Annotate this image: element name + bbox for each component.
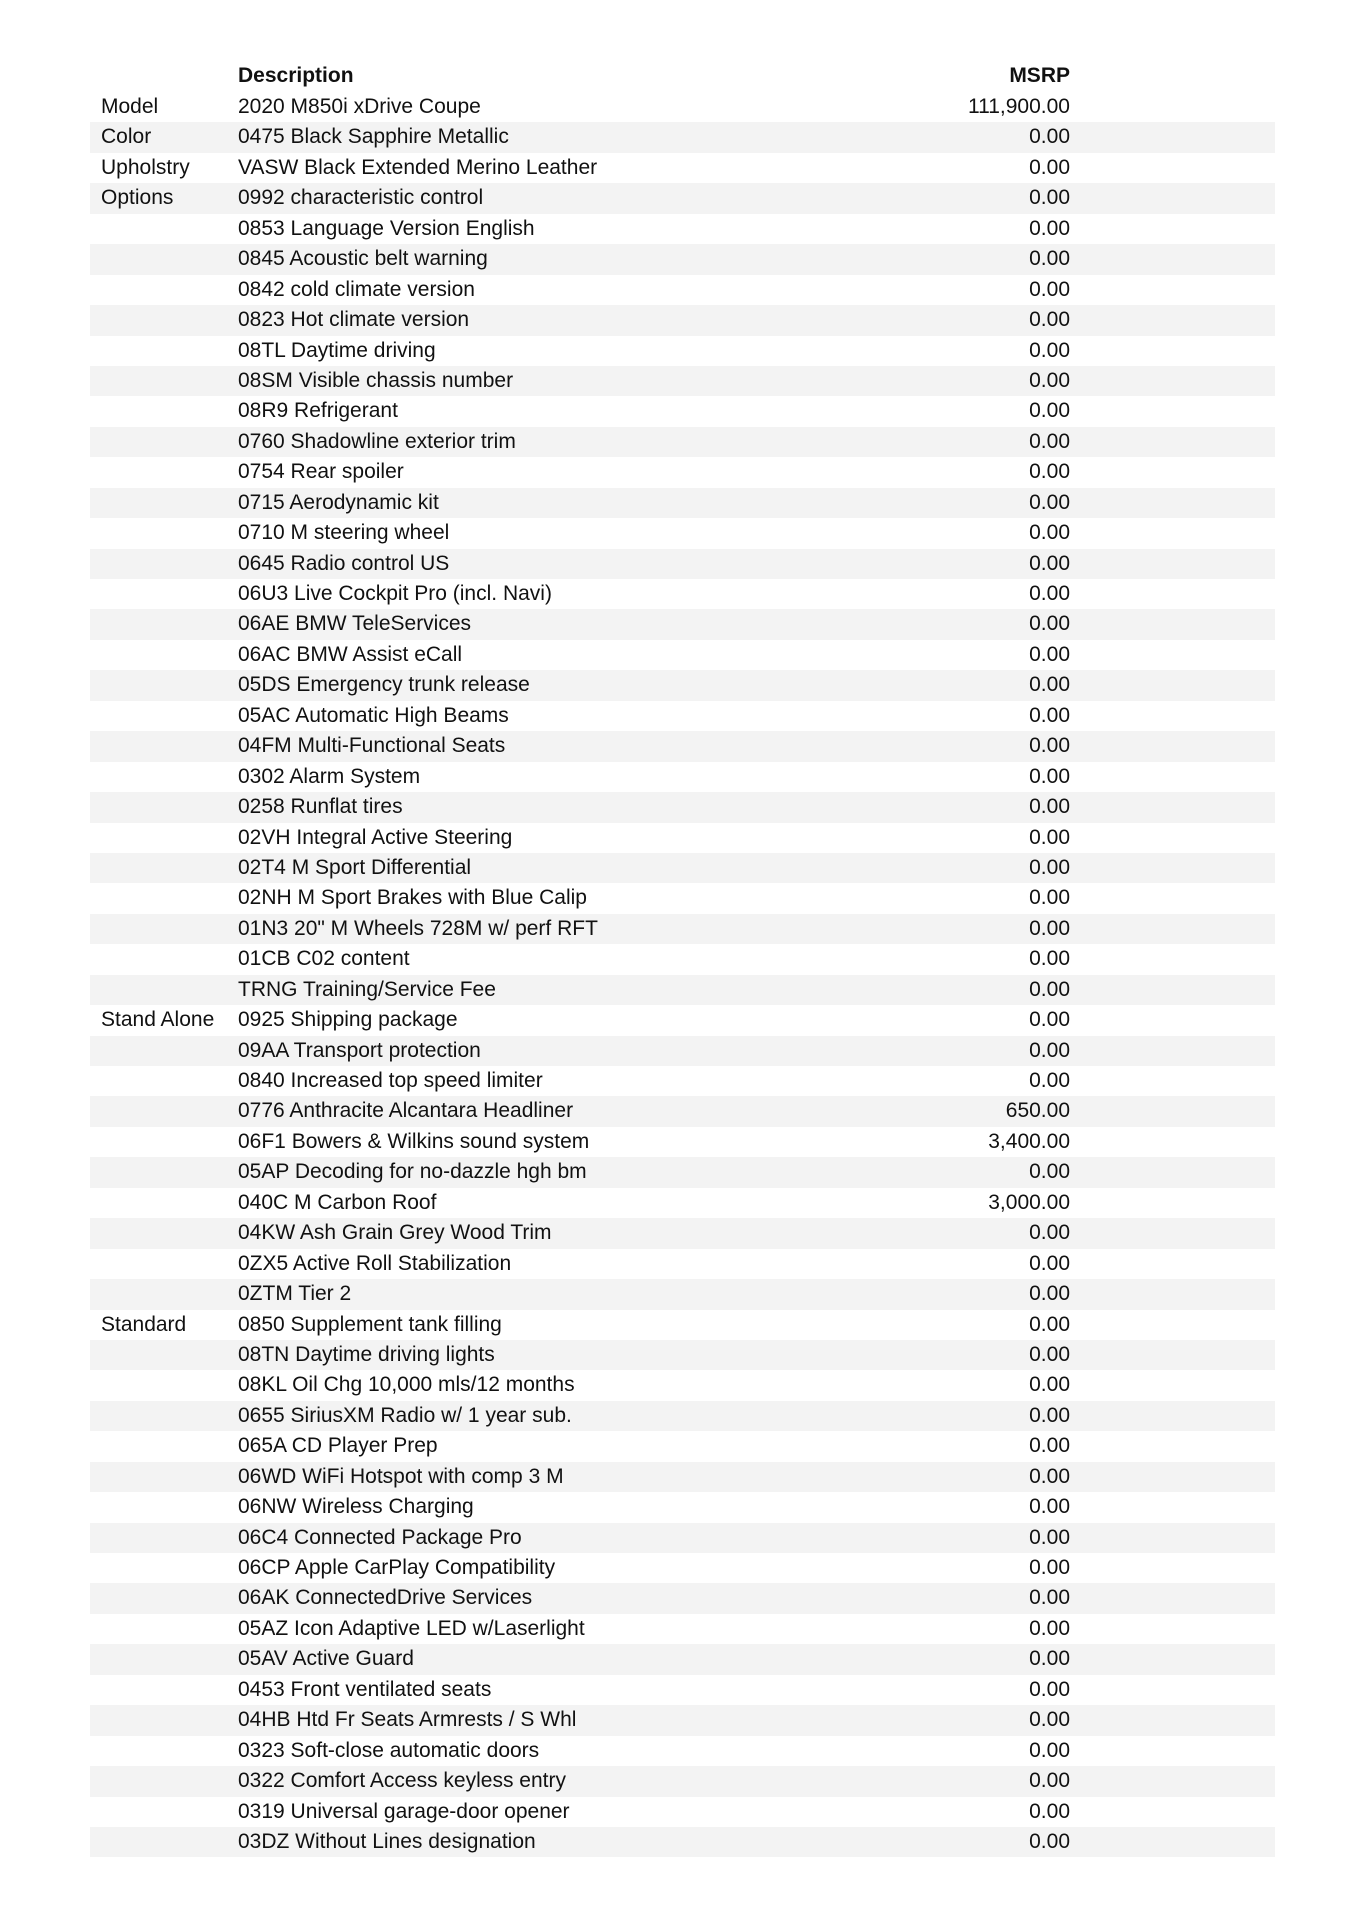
option-description: 06NW Wireless Charging xyxy=(238,1495,474,1519)
option-description: 08TN Daytime driving lights xyxy=(238,1342,495,1366)
option-description: 0258 Runflat tires xyxy=(238,795,403,819)
option-price: 0.00 xyxy=(1029,1677,1070,1701)
option-description: 0850 Supplement tank filling xyxy=(238,1312,502,1336)
option-price: 0.00 xyxy=(1029,703,1070,727)
option-price: 0.00 xyxy=(1029,490,1070,514)
section-label: Standard xyxy=(101,1312,187,1336)
table-row xyxy=(90,670,1275,700)
section-label: Model xyxy=(101,95,159,118)
option-price: 0.00 xyxy=(1029,1160,1070,1184)
option-price: 0.00 xyxy=(1029,916,1070,940)
option-description: 06C4 Connected Package Pro xyxy=(238,1525,522,1549)
option-price: 111,900.00 xyxy=(968,95,1070,118)
option-price: 0.00 xyxy=(1029,368,1070,392)
table-row xyxy=(90,1614,1275,1644)
table-row xyxy=(90,427,1275,457)
section-label: Stand Alone xyxy=(101,1008,215,1032)
table-row xyxy=(90,1218,1275,1248)
option-description: 05AV Active Guard xyxy=(238,1647,414,1671)
option-price: 0.00 xyxy=(1029,1008,1070,1032)
table-row xyxy=(90,488,1275,518)
table-row xyxy=(90,914,1275,944)
option-price: 650.00 xyxy=(1005,1099,1070,1123)
option-price: 0.00 xyxy=(1029,1769,1070,1793)
table-row xyxy=(90,1188,1275,1218)
option-description: 06WD WiFi Hotspot with comp 3 M xyxy=(238,1464,564,1488)
table-row xyxy=(90,1705,1275,1735)
option-description: 08R9 Refrigerant xyxy=(238,399,398,423)
table-row xyxy=(90,153,1275,183)
option-price: 0.00 xyxy=(1029,1799,1070,1823)
option-description: 0715 Aerodynamic kit xyxy=(238,490,439,514)
option-description: 03DZ Without Lines designation xyxy=(238,1829,536,1853)
table-header xyxy=(90,62,1275,92)
table-row xyxy=(90,549,1275,579)
table-row xyxy=(90,336,1275,366)
option-price: 0.00 xyxy=(1029,1373,1070,1397)
option-description: 065A CD Player Prep xyxy=(238,1434,438,1458)
option-description: 0655 SiriusXM Radio w/ 1 year sub. xyxy=(238,1403,572,1427)
table-row xyxy=(90,1583,1275,1613)
table-row xyxy=(90,1157,1275,1187)
option-description: 06AE BMW TeleServices xyxy=(238,612,472,636)
option-price: 0.00 xyxy=(1029,1312,1070,1336)
table-row xyxy=(90,975,1275,1005)
table-row xyxy=(90,609,1275,639)
option-description: 0840 Increased top speed limiter xyxy=(238,1069,543,1092)
table-row xyxy=(90,366,1275,396)
table-row xyxy=(90,1827,1275,1857)
option-price: 0.00 xyxy=(1029,1069,1070,1092)
table-row xyxy=(90,731,1275,761)
table-row xyxy=(90,701,1275,731)
option-description: 0754 Rear spoiler xyxy=(238,460,404,484)
option-price: 0.00 xyxy=(1029,460,1070,484)
table-row xyxy=(90,214,1275,244)
option-description: 0823 Hot climate version xyxy=(238,308,470,332)
table-row xyxy=(90,579,1275,609)
option-description: 06AK ConnectedDrive Services xyxy=(238,1586,533,1610)
option-price: 0.00 xyxy=(1029,429,1070,453)
option-description: 2020 M850i xDrive Coupe xyxy=(238,95,481,118)
option-price: 0.00 xyxy=(1029,308,1070,332)
option-price: 0.00 xyxy=(1029,1586,1070,1610)
table-row xyxy=(90,1797,1275,1827)
option-price: 0.00 xyxy=(1029,825,1070,849)
table-row xyxy=(90,122,1275,152)
option-description: 0776 Anthracite Alcantara Headliner xyxy=(238,1099,574,1123)
option-description: 08KL Oil Chg 10,000 mls/12 months xyxy=(238,1373,575,1397)
option-description: 0475 Black Sapphire Metallic xyxy=(238,125,509,149)
table-row xyxy=(90,853,1275,883)
table-row xyxy=(90,183,1275,213)
table-row xyxy=(90,1005,1275,1035)
option-description: 0992 characteristic control xyxy=(238,186,484,210)
option-price: 0.00 xyxy=(1029,734,1070,758)
option-description: 0323 Soft-close automatic doors xyxy=(238,1738,540,1762)
option-price: 0.00 xyxy=(1029,1647,1070,1671)
msrp-header: MSRP xyxy=(1009,64,1070,87)
option-price: 3,400.00 xyxy=(988,1129,1070,1153)
option-description: 0302 Alarm System xyxy=(238,764,421,788)
table-row xyxy=(90,883,1275,913)
option-price: 0.00 xyxy=(1029,1251,1070,1275)
option-description: 05DS Emergency trunk release xyxy=(238,673,530,697)
option-description: 0842 cold climate version xyxy=(238,277,475,301)
option-description: 02T4 M Sport Differential xyxy=(238,855,472,879)
option-description: 08TL Daytime driving xyxy=(238,338,436,362)
option-price: 0.00 xyxy=(1029,1342,1070,1366)
table-row xyxy=(90,1462,1275,1492)
table-row xyxy=(90,823,1275,853)
option-price: 0.00 xyxy=(1029,1282,1070,1306)
table-row xyxy=(90,1766,1275,1796)
option-price: 0.00 xyxy=(1029,277,1070,301)
option-description: VASW Black Extended Merino Leather xyxy=(238,155,598,179)
table-row xyxy=(90,518,1275,548)
option-description: 0853 Language Version English xyxy=(238,216,535,240)
table-row xyxy=(90,1675,1275,1705)
option-description: 0845 Acoustic belt warning xyxy=(238,247,488,271)
table-row xyxy=(90,792,1275,822)
option-description: 0ZX5 Active Roll Stabilization xyxy=(238,1251,512,1275)
option-price: 0.00 xyxy=(1029,947,1070,971)
description-header: Description xyxy=(238,64,354,87)
table-row xyxy=(90,92,1275,122)
table-row xyxy=(90,1340,1275,1370)
option-description: 05AP Decoding for no-dazzle hgh bm xyxy=(238,1160,587,1184)
option-price: 0.00 xyxy=(1029,642,1070,666)
option-description: 01CB C02 content xyxy=(238,947,410,971)
option-price: 0.00 xyxy=(1029,1525,1070,1549)
option-description: 06U3 Live Cockpit Pro (incl. Navi) xyxy=(238,582,552,605)
table-row xyxy=(90,244,1275,274)
table-row xyxy=(90,1492,1275,1522)
section-label: Upholstry xyxy=(101,155,190,179)
options-table xyxy=(90,92,1275,1857)
table-row xyxy=(90,305,1275,335)
option-price: 0.00 xyxy=(1029,521,1070,545)
table-row xyxy=(90,1127,1275,1157)
section-label: Color xyxy=(101,125,152,149)
option-description: 09AA Transport protection xyxy=(238,1038,481,1062)
option-price: 0.00 xyxy=(1029,338,1070,362)
table-row xyxy=(90,1523,1275,1553)
option-description: 0ZTM Tier 2 xyxy=(238,1282,352,1306)
option-price: 0.00 xyxy=(1029,216,1070,240)
option-price: 3,000.00 xyxy=(988,1190,1070,1214)
option-price: 0.00 xyxy=(1029,125,1070,149)
option-price: 0.00 xyxy=(1029,886,1070,910)
option-description: 06CP Apple CarPlay Compatibility xyxy=(238,1556,556,1579)
option-description: 0453 Front ventilated seats xyxy=(238,1677,492,1701)
option-description: 040C M Carbon Roof xyxy=(238,1190,437,1214)
option-description: 04FM Multi-Functional Seats xyxy=(238,734,506,758)
table-row xyxy=(90,1279,1275,1309)
option-price: 0.00 xyxy=(1029,795,1070,819)
table-row xyxy=(90,1431,1275,1461)
section-label: Options xyxy=(101,186,174,210)
option-price: 0.00 xyxy=(1029,155,1070,179)
table-row xyxy=(90,1736,1275,1766)
option-description: 0760 Shadowline exterior trim xyxy=(238,429,516,453)
option-price: 0.00 xyxy=(1029,612,1070,636)
table-row xyxy=(90,762,1275,792)
table-row xyxy=(90,396,1275,426)
table-row xyxy=(90,1370,1275,1400)
option-price: 0.00 xyxy=(1029,1403,1070,1427)
option-description: 0319 Universal garage-door opener xyxy=(238,1799,570,1823)
table-row xyxy=(90,1066,1275,1096)
option-description: 06AC BMW Assist eCall xyxy=(238,642,463,666)
option-description: TRNG Training/Service Fee xyxy=(238,977,496,1001)
option-price: 0.00 xyxy=(1029,855,1070,879)
option-description: 05AC Automatic High Beams xyxy=(238,703,509,727)
option-price: 0.00 xyxy=(1029,399,1070,423)
table-row xyxy=(90,1310,1275,1340)
table-row xyxy=(90,457,1275,487)
table-row xyxy=(90,1249,1275,1279)
option-description: 05AZ Icon Adaptive LED w/Laserlight xyxy=(238,1616,585,1640)
option-price: 0.00 xyxy=(1029,673,1070,697)
option-description: 0925 Shipping package xyxy=(238,1008,458,1032)
option-price: 0.00 xyxy=(1029,1038,1070,1062)
option-price: 0.00 xyxy=(1029,1616,1070,1640)
option-price: 0.00 xyxy=(1029,764,1070,788)
option-description: 02NH M Sport Brakes with Blue Calip xyxy=(238,886,587,910)
option-description: 04HB Htd Fr Seats Armrests / S Whl xyxy=(238,1708,577,1732)
option-price: 0.00 xyxy=(1029,582,1070,605)
table-row xyxy=(90,1553,1275,1583)
option-price: 0.00 xyxy=(1029,977,1070,1001)
option-price: 0.00 xyxy=(1029,1434,1070,1458)
table-row xyxy=(90,1401,1275,1431)
option-price: 0.00 xyxy=(1029,1464,1070,1488)
option-description: 04KW Ash Grain Grey Wood Trim xyxy=(238,1221,552,1245)
table-row xyxy=(90,944,1275,974)
option-price: 0.00 xyxy=(1029,247,1070,271)
option-price: 0.00 xyxy=(1029,1495,1070,1519)
table-row xyxy=(90,1096,1275,1126)
option-price: 0.00 xyxy=(1029,1829,1070,1853)
price-sheet xyxy=(90,62,1275,1857)
table-row xyxy=(90,1644,1275,1674)
option-description: 02VH Integral Active Steering xyxy=(238,825,513,849)
option-description: 08SM Visible chassis number xyxy=(238,368,514,392)
option-price: 0.00 xyxy=(1029,1738,1070,1762)
option-description: 0710 M steering wheel xyxy=(238,521,450,545)
option-price: 0.00 xyxy=(1029,186,1070,210)
option-price: 0.00 xyxy=(1029,1221,1070,1245)
table-row xyxy=(90,1036,1275,1066)
table-row xyxy=(90,275,1275,305)
option-description: 06F1 Bowers & Wilkins sound system xyxy=(238,1129,590,1153)
option-description: 01N3 20" M Wheels 728M w/ perf RFT xyxy=(238,916,598,940)
option-price: 0.00 xyxy=(1029,551,1070,575)
option-price: 0.00 xyxy=(1029,1708,1070,1732)
option-description: 0322 Comfort Access keyless entry xyxy=(238,1769,566,1793)
table-row xyxy=(90,640,1275,670)
option-description: 0645 Radio control US xyxy=(238,551,450,575)
option-price: 0.00 xyxy=(1029,1556,1070,1579)
